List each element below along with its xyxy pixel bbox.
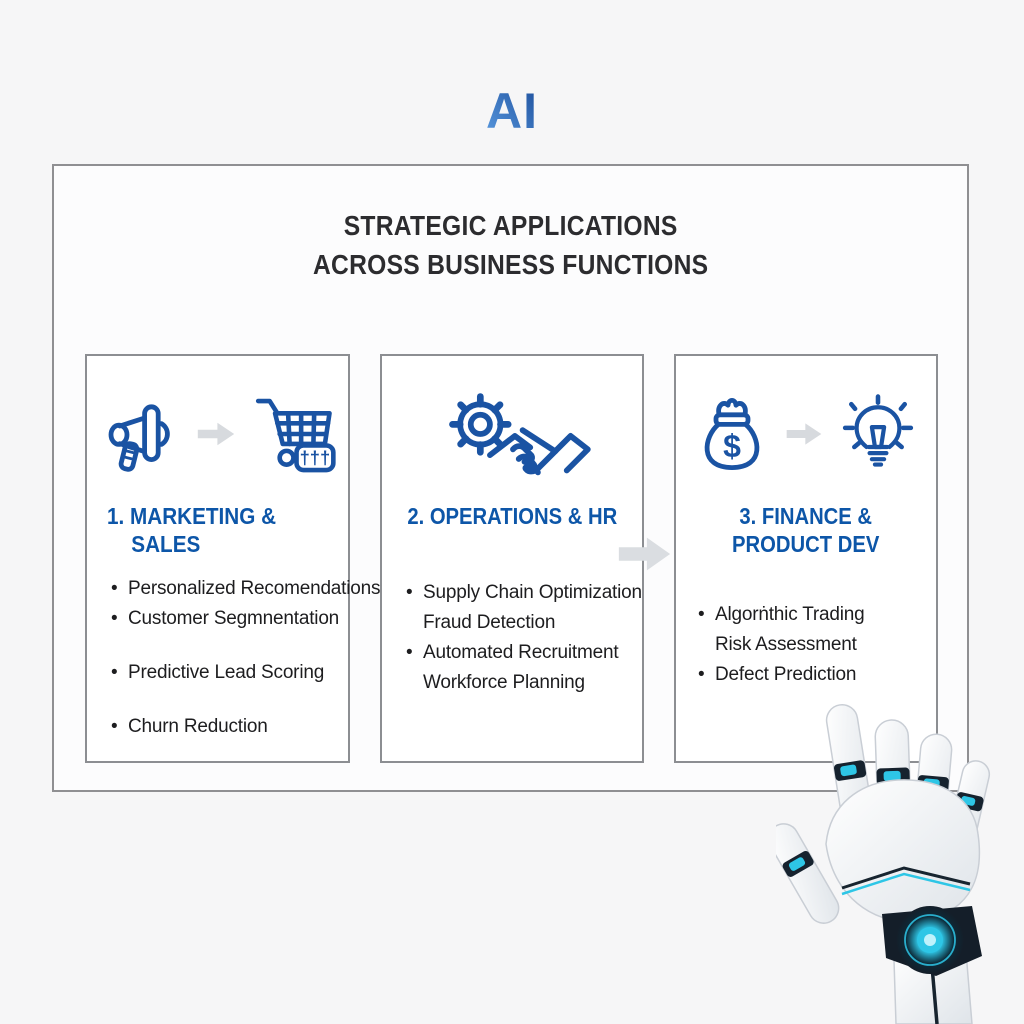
list-item: • Supply Chain Optimization [406, 578, 642, 608]
robot-hand-image [776, 676, 1024, 1024]
list-item: • Customer Segmnentation [111, 604, 348, 634]
bullet: • [698, 664, 705, 685]
page-title-line2: ACROSS BUSINESS FUNCTIONS [312, 249, 709, 280]
bullet: • [111, 578, 118, 599]
column3-icon-row [676, 382, 936, 486]
column3-heading-line1: 3. FINANCE & [739, 503, 873, 529]
list-item: • Personalized Recomendations [111, 574, 348, 604]
column3-heading [676, 502, 936, 558]
column1-heading [87, 502, 348, 558]
flow-arrow-icon [615, 533, 673, 575]
column1-heading-line2: SALES [131, 531, 201, 557]
list-item: • Algorṅthic Trading [698, 600, 936, 630]
lightbulb-icon [836, 389, 920, 479]
column3-heading-line2: PRODUCT DEV [732, 531, 880, 557]
bullet: • [406, 642, 413, 663]
column2-list [382, 578, 642, 698]
column-operations-hr [380, 354, 644, 763]
gear-handshake-icon [428, 386, 596, 482]
shopping-cart-icon [249, 390, 341, 478]
list-item: • Churn Reduction [111, 712, 348, 742]
list-item: • Automated Recruitment [406, 638, 642, 668]
list-item: • Defect Prediction [698, 660, 936, 690]
megaphone-icon [95, 392, 183, 476]
bullet: • [406, 582, 413, 603]
bullet: • [698, 604, 705, 625]
cart-tag-text: ††† [299, 446, 330, 468]
column1-icon-row [87, 382, 348, 486]
ai-logo-text: AI [486, 84, 538, 136]
column2-heading-line1: 2. OPERATIONS & HR [407, 503, 617, 529]
column-marketing-sales [85, 354, 381, 763]
dollar-sign: $ [723, 428, 741, 465]
arrow-right-icon [784, 420, 824, 448]
column2-heading [382, 502, 642, 530]
list-item: Risk Assessment [715, 634, 857, 655]
column1-heading-line1: 1. MARKETING & [107, 503, 277, 529]
ai-logo-graphic [466, 84, 558, 136]
list-item: Fraud Detection [423, 612, 556, 633]
ai-logo [466, 84, 558, 136]
bullet: • [111, 608, 118, 629]
money-bag-icon [692, 389, 772, 479]
column1-list [87, 574, 381, 742]
list-item: • Predictive Lead Scoring [111, 658, 348, 688]
bullet: • [111, 662, 118, 683]
page-title [54, 206, 967, 284]
list-item: Workforce Planning [423, 672, 585, 693]
column2-icon-row [382, 382, 642, 486]
page-title-line1: STRATEGIC APPLICATIONS [343, 210, 678, 241]
bullet: • [111, 716, 118, 737]
arrow-right-icon [195, 419, 237, 449]
